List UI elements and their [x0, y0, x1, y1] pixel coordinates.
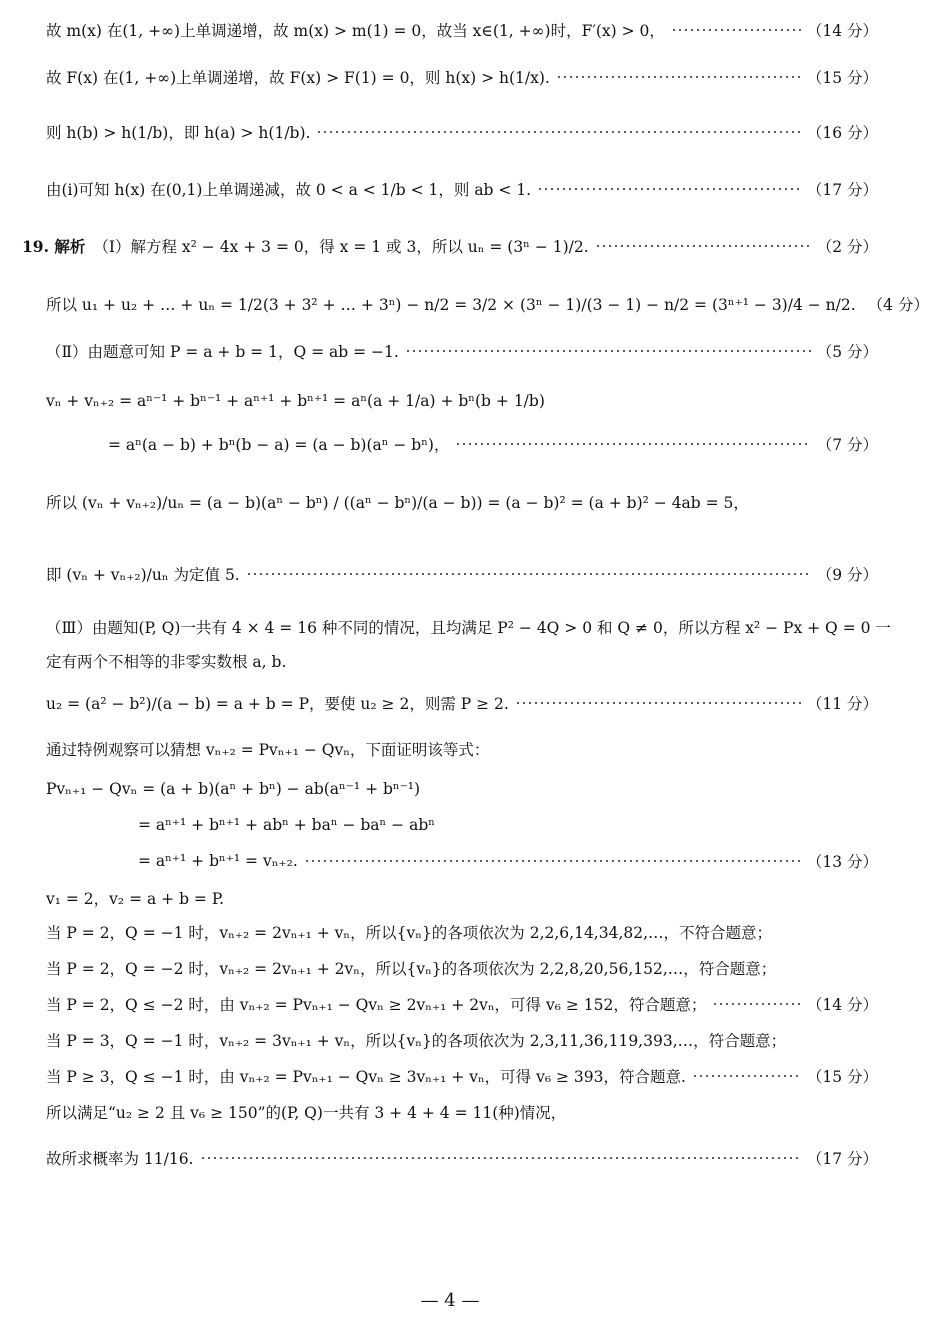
dot-leader [316, 131, 800, 133]
line-text: = aⁿ⁺¹ + bⁿ⁺¹ + abⁿ + baⁿ − baⁿ − abⁿ [138, 816, 435, 834]
line-content [46, 887, 224, 909]
solution-line [0, 14, 900, 46]
line-text: 通过特例观察可以猜想 vₙ₊₂ = Pvₙ₊₁ − Qvₙ，下面证明该等式： [46, 741, 490, 759]
solution-line [0, 428, 900, 460]
score-mark: （15 分） [806, 69, 878, 87]
line-text: 当 P = 2，Q = −2 时，vₙ₊₂ = 2vₙ₊₁ + 2vₙ，所以{vₙ}的各项依次为 2,2,8,20,56,152,…，符合题意； [46, 960, 777, 978]
line-content [138, 816, 435, 834]
line-content [46, 993, 706, 1015]
solution-line [0, 1098, 900, 1126]
line-text: 由(ⅰ)可知 h(x) 在(0,1)上单调递减，故 0 < a < 1/b < 1，则 ab < 1. [46, 181, 532, 199]
score-mark: （16 分） [806, 124, 878, 142]
solution-line [0, 58, 900, 96]
line-content [46, 650, 286, 672]
solution-line [0, 646, 900, 676]
line-content [46, 780, 420, 798]
line-text: = aⁿ⁺¹ + bⁿ⁺¹ = vₙ₊₂. [138, 852, 298, 870]
solution-line [0, 918, 900, 946]
line-content [46, 1101, 566, 1123]
solution-line [0, 612, 900, 642]
line-content [46, 178, 531, 200]
line-content [46, 957, 776, 979]
solution-line [0, 110, 900, 154]
score-mark: （2 分） [816, 238, 878, 256]
dot-leader [515, 702, 801, 704]
line-text: 当 P = 2，Q ≤ −2 时，由 vₙ₊₂ = Pvₙ₊₁ − Qvₙ ≥ 2vₙ₊₁ + 2vₙ，可得 v₆ ≥ 152，符合题意； [46, 996, 707, 1014]
line-text: v₁ = 2，v₂ = a + b = P. [46, 890, 225, 908]
line-content [46, 66, 550, 88]
line-content [108, 433, 449, 455]
score-mark: （5 分） [816, 343, 878, 361]
line-content [46, 19, 665, 41]
line-content [22, 235, 589, 257]
line-text: 所以 u₁ + u₂ + … + uₙ = 1/2(3 + 3² + … + 3ⁿ) − n/2 = 3/2 × (3ⁿ − 1)/(3 − 1) − n/2 = (3ⁿ⁺¹ − 3)/4 − n/2. [46, 296, 856, 314]
solution-line [0, 884, 900, 912]
line-text: 即 (vₙ + vₙ₊₂)/uₙ 为定值 5. [46, 566, 240, 584]
dot-leader [304, 860, 801, 862]
score-mark: （14 分） [806, 22, 878, 40]
solution-line [0, 1062, 900, 1090]
score-mark: （11 分） [806, 695, 878, 713]
line-text: Pvₙ₊₁ − Qvₙ = (a + b)(aⁿ + bⁿ) − ab(aⁿ⁻¹ + bⁿ⁻¹) [46, 780, 421, 798]
line-text: 故 F(x) 在(1, +∞)上单调递增，故 F(x) > F(1) = 0，则 h(x) > h(1/x). [46, 69, 550, 87]
line-text: 当 P ≥ 3，Q ≤ −1 时，由 vₙ₊₂ = Pvₙ₊₁ − Qvₙ ≥ 3vₙ₊₁ + vₙ，可得 v₆ ≥ 393，符合题意. [46, 1068, 686, 1086]
score-mark: （17 分） [806, 1150, 878, 1168]
line-content [46, 121, 310, 143]
line-text: （Ⅰ）解方程 x² − 4x + 3 = 0，得 x = 1 或 3，所以 uₙ = (3ⁿ − 1)/2. [93, 238, 589, 256]
line-content [138, 852, 298, 870]
line-content [46, 1147, 194, 1169]
dot-leader [556, 76, 801, 78]
solution-line [0, 846, 900, 876]
solution-line [0, 1136, 900, 1180]
line-content [46, 563, 240, 585]
solution-line [0, 170, 900, 208]
line-content [46, 293, 856, 315]
dot-leader [712, 1003, 800, 1005]
dot-leader [405, 350, 811, 352]
solution-line [0, 284, 929, 324]
solution-line [0, 380, 900, 422]
line-content [46, 1029, 786, 1051]
dot-leader [537, 188, 801, 190]
line-text: vₙ + vₙ₊₂ = aⁿ⁻¹ + bⁿ⁻¹ + aⁿ⁺¹ + bⁿ⁺¹ = aⁿ(a + 1/a) + bⁿ(b + 1/b) [46, 392, 545, 410]
dot-leader [246, 573, 811, 575]
dot-leader [455, 443, 810, 445]
line-text: 定有两个不相等的非零实数根 a, b. [46, 653, 287, 671]
line-content [46, 1065, 686, 1087]
solution-line [0, 810, 900, 840]
solution-line [0, 774, 900, 804]
line-content [46, 340, 399, 362]
line-text: = aⁿ(a − b) + bⁿ(b − a) = (a − b)(aⁿ − bⁿ)， [108, 436, 450, 454]
line-text: （Ⅱ）由题意可知 P = a + b = 1，Q = ab = −1. [46, 343, 399, 361]
solution-line [0, 734, 900, 764]
solution-line [0, 336, 900, 366]
line-text: 故 m(x) 在(1, +∞)上单调递增，故 m(x) > m(1) = 0，故当 x∈(1, +∞)时，F′(x) > 0， [46, 22, 665, 40]
line-text: 当 P = 2，Q = −1 时，vₙ₊₂ = 2vₙ₊₁ + vₙ，所以{vₙ}的各项依次为 2,2,6,14,34,82,…，不符合题意； [46, 924, 773, 942]
solution-line [0, 226, 900, 266]
line-text: 所以满足“u₂ ≥ 2 且 v₆ ≥ 150”的(P, Q)一共有 3 + 4 + 4 = 11(种)情况， [46, 1104, 567, 1122]
line-content [46, 491, 749, 513]
line-content [46, 692, 509, 714]
line-content [46, 392, 545, 410]
solution-line [0, 554, 900, 594]
dot-leader [595, 245, 811, 247]
solution-line [0, 954, 900, 982]
line-text: 故所求概率为 11/16. [46, 1150, 194, 1168]
score-mark: （9 分） [816, 566, 878, 584]
line-text: （Ⅲ）由题知(P, Q)一共有 4 × 4 = 16 种不同的情况，且均满足 P² − 4Q > 0 和 Q ≠ 0，所以方程 x² − Px + Q = 0 一 [46, 619, 891, 637]
dot-leader [671, 29, 801, 31]
line-text: 则 h(b) > h(1/b)，即 h(a) > h(1/b). [46, 124, 311, 142]
line-content [46, 616, 891, 638]
line-text: 所以 (vₙ + vₙ₊₂)/uₙ = (a − b)(aⁿ − bⁿ) / ((aⁿ − bⁿ)/(a − b)) = (a − b)² = (a + b)² − 4ab = 5， [46, 494, 749, 512]
score-mark: （17 分） [806, 181, 878, 199]
solution-line [0, 1026, 900, 1054]
score-mark: （13 分） [806, 853, 878, 871]
problem-label: 19. 解析 [22, 237, 86, 256]
line-text: 当 P = 3，Q = −1 时，vₙ₊₂ = 3vₙ₊₁ + vₙ，所以{vₙ}的各项依次为 2,3,11,36,119,393,…，符合题意； [46, 1032, 787, 1050]
dot-leader [692, 1075, 801, 1077]
solution-line [0, 682, 900, 724]
score-mark: （7 分） [816, 436, 878, 454]
page-number: — 4 — [420, 1290, 480, 1311]
dot-leader [200, 1157, 801, 1159]
score-mark: （4 分） [867, 296, 929, 314]
score-mark: （14 分） [806, 996, 878, 1014]
line-content [46, 921, 772, 943]
line-text: u₂ = (a² − b²)/(a − b) = a + b = P，要使 u₂ ≥ 2，则需 P ≥ 2. [46, 695, 509, 713]
solution-line [0, 470, 900, 534]
line-content [46, 738, 489, 760]
solution-line [0, 990, 900, 1018]
score-mark: （15 分） [806, 1068, 878, 1086]
